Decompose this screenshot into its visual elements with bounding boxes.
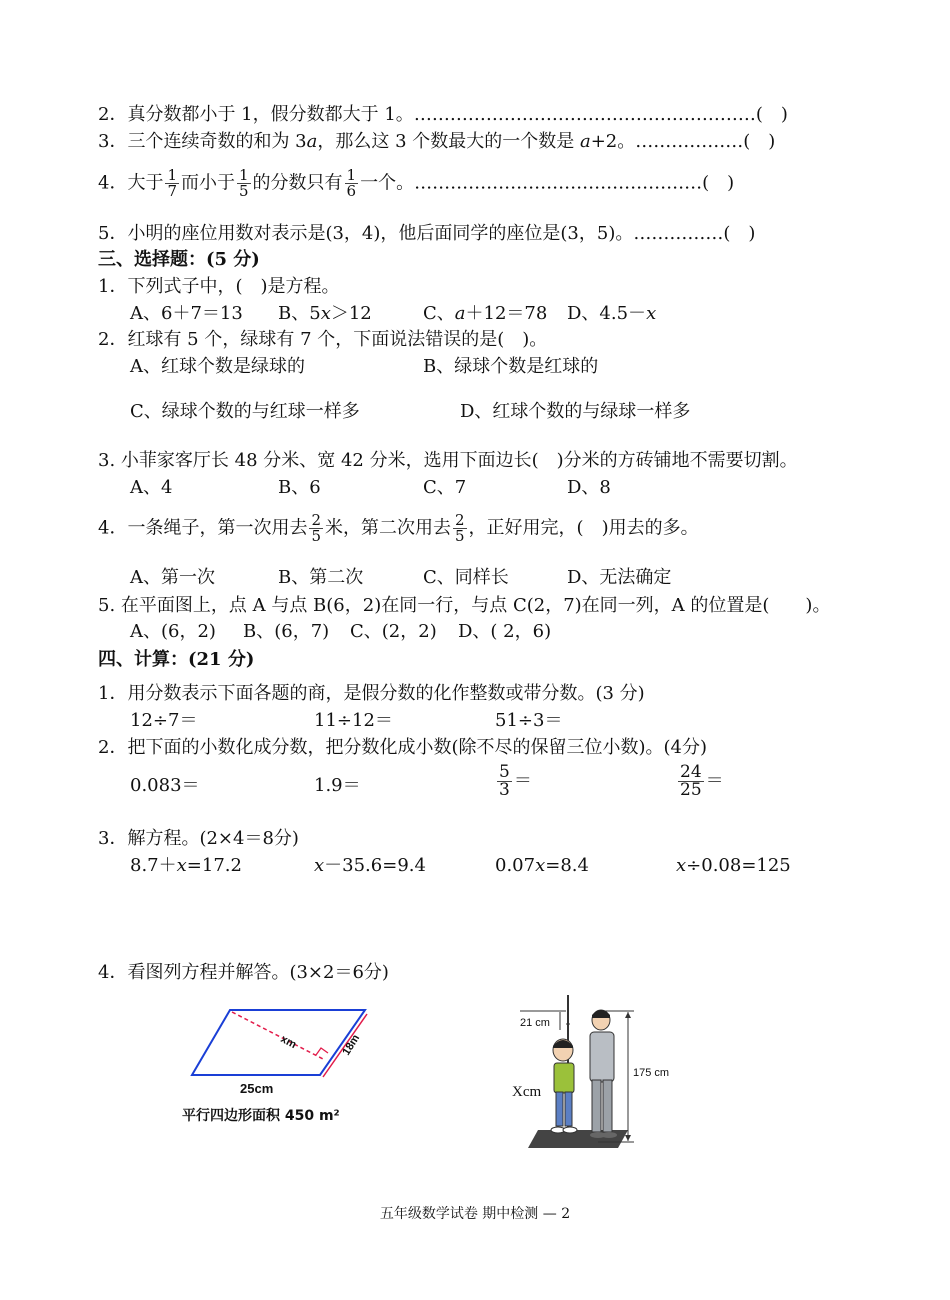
choice-q4-a: A、第一次 <box>130 567 215 588</box>
label-height: 18m <box>340 1032 363 1058</box>
right-angle-mark <box>316 1048 328 1055</box>
choice-q4-stem: 4．一条绳子，第一次用去 $\frac{2}{5}$ 米，第二次用去 $\frac{2}{5}$ ，正好用完，( )用去的多。 <box>98 511 699 545</box>
calc1-item: 51÷3＝ <box>495 710 563 731</box>
fraction: $\frac{1}{7}$ <box>167 166 177 200</box>
label-xm: xm <box>278 1033 299 1052</box>
height-figure <box>510 990 670 1150</box>
child-figure <box>551 1039 577 1133</box>
judge-item-5: 5．小明的座位用数对表示是(3，4)，他后面同学的座位是(3，5)。……………( ) <box>98 223 756 244</box>
calc1-item: 11÷12＝ <box>314 710 393 731</box>
choice-q3-c: C、7 <box>423 477 467 498</box>
height-line <box>232 1012 325 1060</box>
fraction: $\frac{1}{6}$ <box>346 166 357 200</box>
page-footer: 五年级数学试卷 期中检测 — 2 <box>379 1206 571 1222</box>
choice-q5-a: A、(6，2) <box>130 621 216 642</box>
choice-q2-stem: 2．红球有 5 个，绿球有 7 个，下面说法错误的是( )。 <box>98 329 548 350</box>
choice-q4-c: C、同样长 <box>423 567 509 588</box>
label-top: 21 cm <box>520 1017 550 1029</box>
calc2-item: $\frac{24}{25}$ ＝ <box>680 762 724 800</box>
label-total: 175 cm <box>633 1067 670 1079</box>
choice-q3-stem: 3. 小菲家客厅长 48 分米、宽 42 分米，选用下面边长( )分米的方砖铺地不需要切割。 <box>98 450 798 471</box>
choice-q3-b: B、6 <box>278 477 321 498</box>
fraction: $\frac{5}{3}$ <box>499 762 510 800</box>
judge-item-4: 4．大于 $\frac{1}{7}$ 而小于 $\frac{1}{5}$ 的分数只有 $\frac{1}{6}$ 一个。…………………………………………( ) <box>98 166 735 200</box>
choice-q5-b: B、(6，7) <box>243 621 330 642</box>
calc2-item: 0.083＝ <box>130 775 200 796</box>
calc2-item: $\frac{5}{3}$ ＝ <box>499 762 532 800</box>
calc3-stem: 3．解方程。(2×4＝8分) <box>98 828 299 849</box>
choice-q4-d: D、无法确定 <box>567 567 672 588</box>
choice-q5-stem: 5. 在平面图上，点 A 与点 B(6，2)在同一行，与点 C(2，7)在同一列，A 的位置是( )。 <box>98 595 831 616</box>
choice-q1-d: D、4.5－x <box>567 303 657 324</box>
fraction: $\frac{1}{5}$ <box>239 166 249 200</box>
equation: x－35.6=9.4 <box>314 855 426 876</box>
parallelogram-caption: 平行四边形面积 450 m² <box>182 1108 340 1124</box>
label-base: 25cm <box>240 1081 274 1096</box>
choice-q1-c: C、a＋12＝78 <box>423 303 548 324</box>
choice-q1-stem: 1．下列式子中，( )是方程。 <box>98 276 340 297</box>
calc2-stem: 2．把下面的小数化成分数，把分数化成小数(除不尽的保留三位小数)。(4分) <box>98 737 707 758</box>
equation: 0.07x=8.4 <box>495 855 589 876</box>
choice-q1-a: A、6＋7＝13 <box>130 303 243 324</box>
choice-q2-c: C、绿球个数的与红球一样多 <box>130 401 360 422</box>
adult-figure <box>590 1010 617 1138</box>
choice-q1-b: B、5x＞12 <box>278 303 372 324</box>
equation: 8.7＋x=17.2 <box>130 855 242 876</box>
calc1-stem: 1．用分数表示下面各题的商，是假分数的化作整数或带分数。(3 分) <box>98 683 645 704</box>
judge-item-2: 2．真分数都小于 1，假分数都大于 1。…………………………………………………( ) <box>98 104 788 125</box>
choice-q5-c: C、(2，2) <box>350 621 437 642</box>
parallelogram-figure <box>170 1000 390 1130</box>
section-title-calc: 四、计算：(21 分) <box>98 649 255 670</box>
fraction: $\frac{24}{25}$ <box>680 762 702 800</box>
fraction: $\frac{2}{5}$ <box>311 511 321 545</box>
choice-q5-d: D、( 2，6) <box>458 621 552 642</box>
calc2-item: 1.9＝ <box>314 775 361 796</box>
calc1-item: 12÷7＝ <box>130 710 198 731</box>
judge-item-3: 3．三个连续奇数的和为 3a，那么这 3 个数最大的一个数是 a+2。………………( ) <box>98 131 776 152</box>
choice-q2-d: D、红球个数的与绿球一样多 <box>460 401 691 422</box>
calc4-stem: 4．看图列方程并解答。(3×2＝6分) <box>98 962 389 983</box>
choice-q2-b: B、绿球个数是红球的 <box>423 356 599 377</box>
choice-q3-d: D、8 <box>567 477 611 498</box>
choice-q2-a: A、红球个数是绿球的 <box>130 356 305 377</box>
choice-q3-a: A、4 <box>130 477 173 498</box>
label-child: Xcm <box>512 1084 542 1100</box>
choice-q4-b: B、第二次 <box>278 567 364 588</box>
section-title-choice: 三、选择题：(5 分) <box>98 249 260 270</box>
fraction: $\frac{2}{5}$ <box>455 511 465 545</box>
equation: x÷0.08=125 <box>676 855 791 876</box>
